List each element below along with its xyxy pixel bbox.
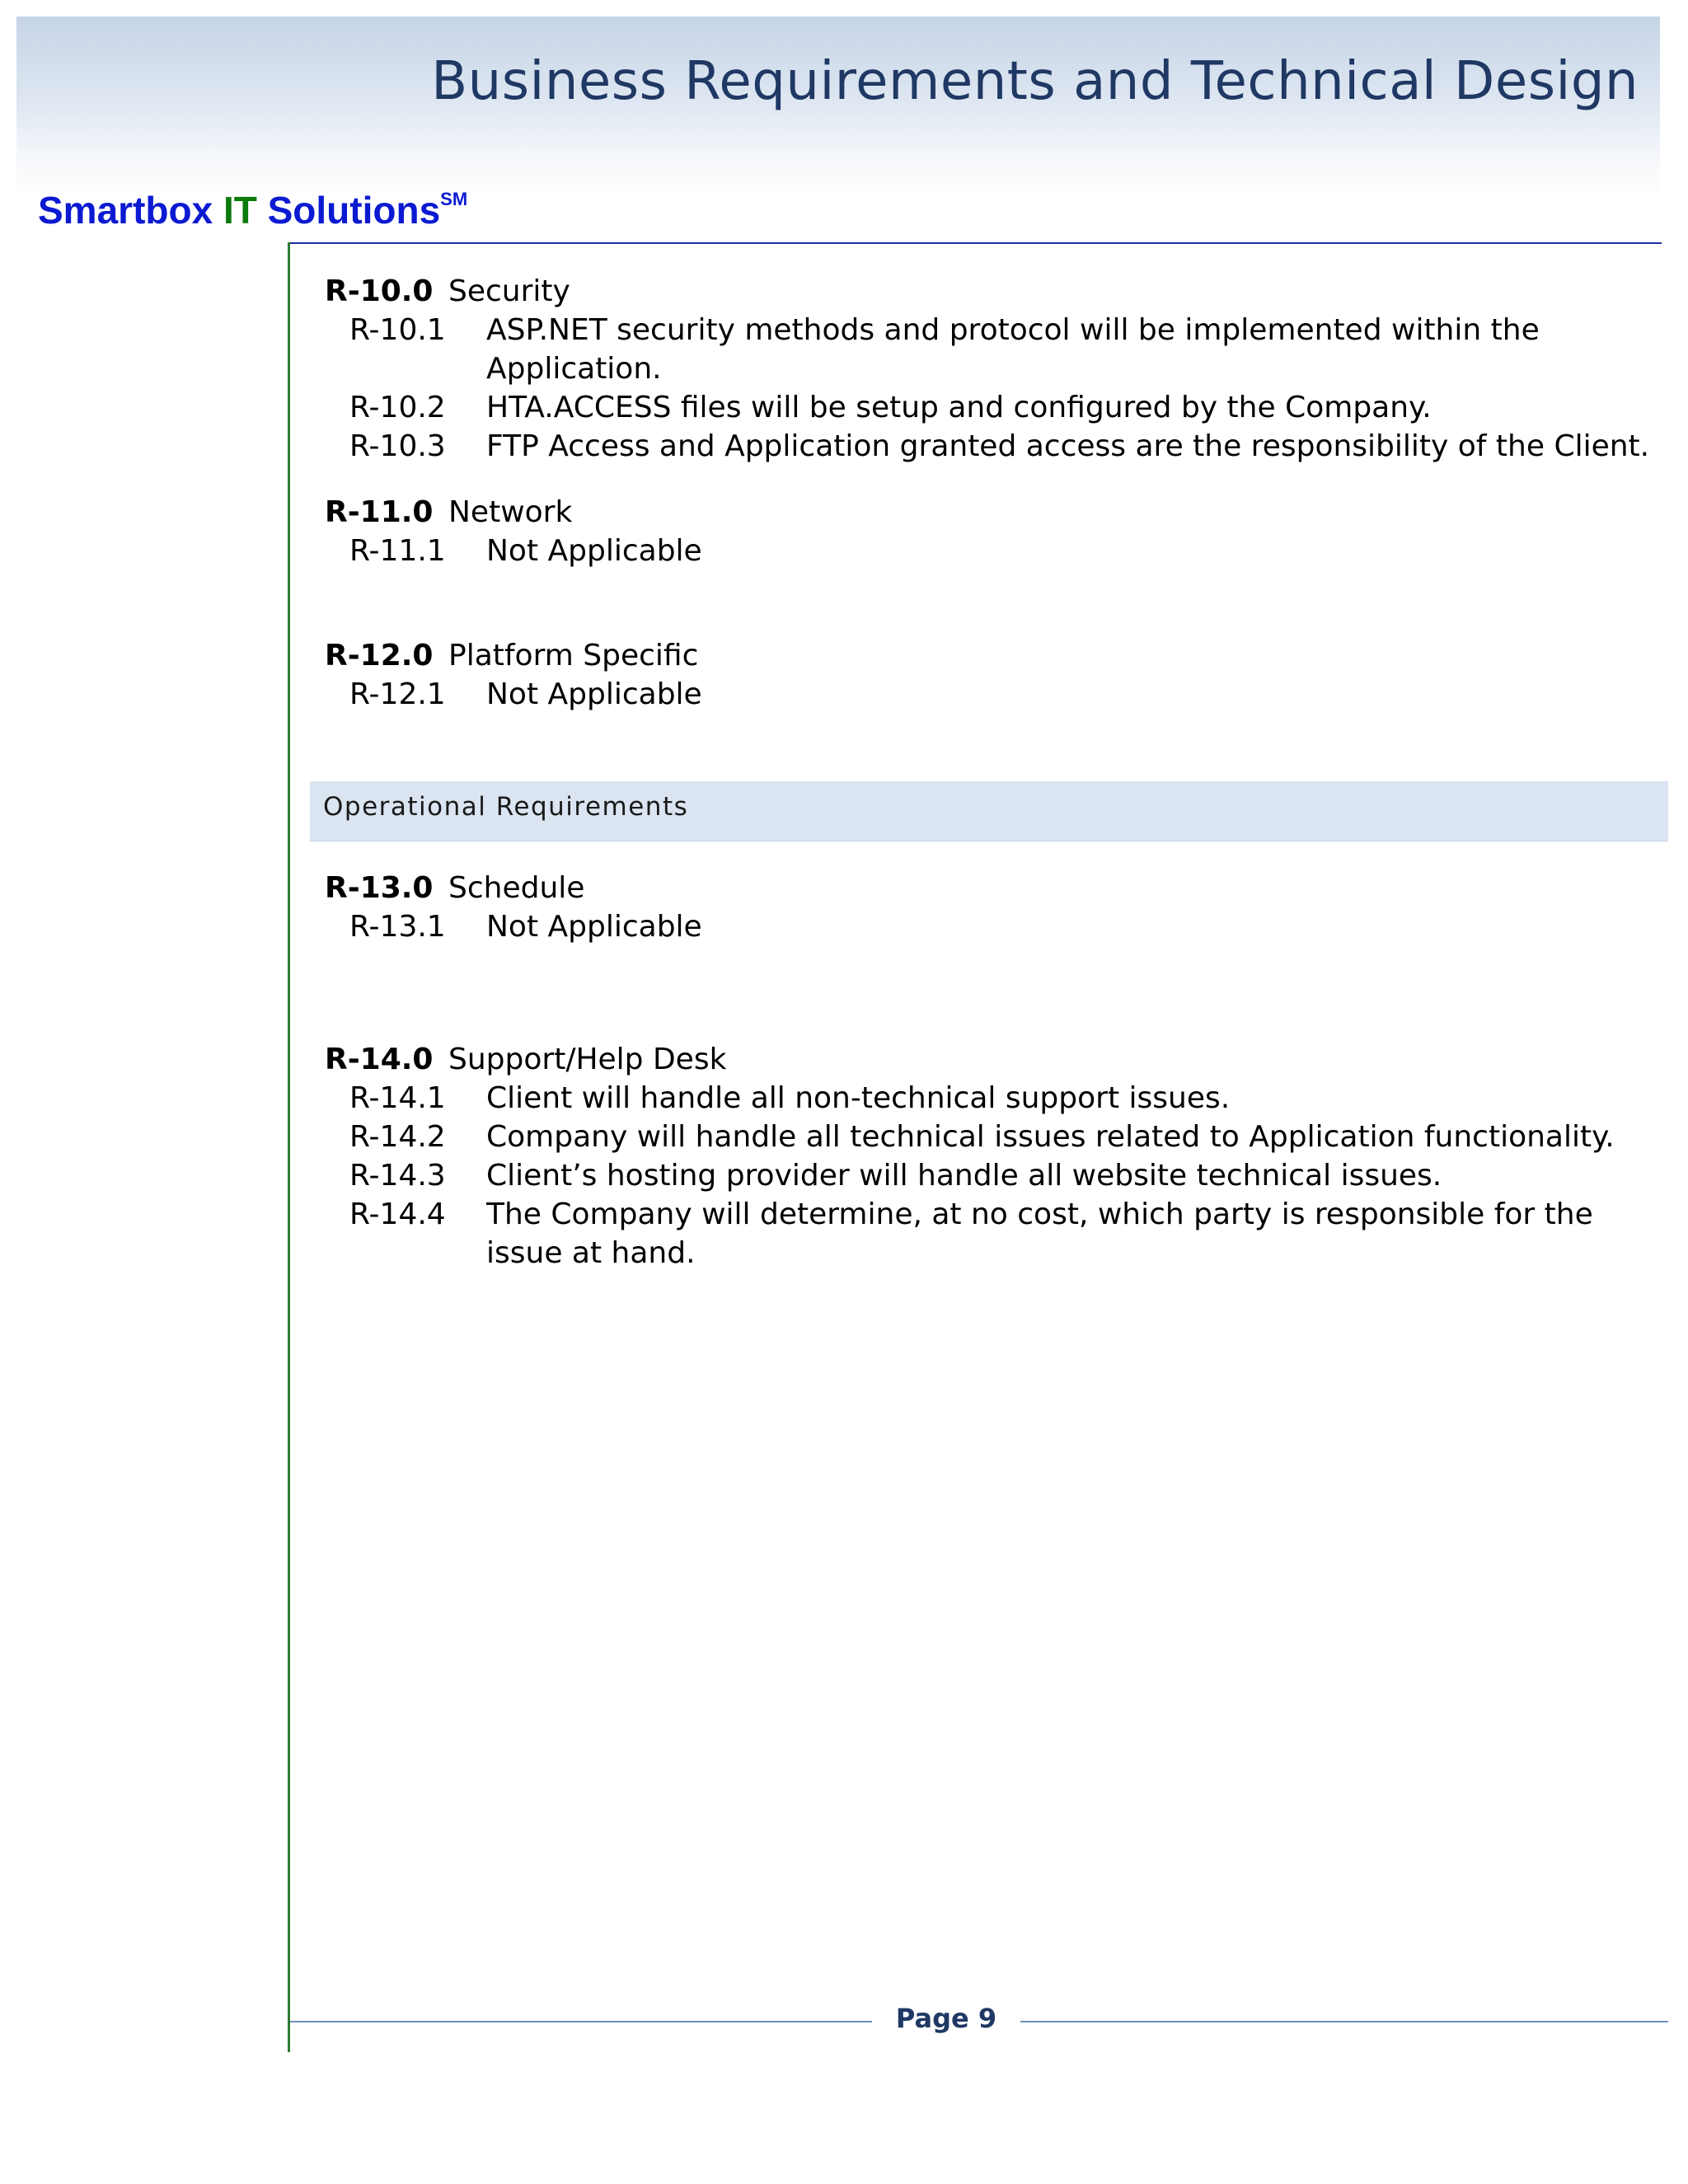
- requirement-code: R-13.0: [325, 871, 434, 905]
- requirement-heading: [325, 272, 1660, 311]
- footer-rule-left: [290, 2021, 872, 2022]
- requirement-heading: [325, 636, 1660, 675]
- item-text: Client will handle all non-technical support issues.: [486, 1081, 1231, 1115]
- margin-rule: [288, 242, 290, 2052]
- header-divider: [288, 242, 1662, 244]
- item-code: R-10.3: [349, 429, 446, 463]
- item-text: Not Applicable: [486, 534, 702, 568]
- section-title: Operational Requirements: [323, 792, 689, 822]
- service-mark: SM: [440, 188, 468, 209]
- requirement-code: R-10.0: [325, 274, 434, 308]
- item-text: ASP.NET security methods and protocol will be implemented within the Application.: [486, 313, 1540, 386]
- item-code: R-10.2: [349, 391, 446, 424]
- item-text: Client’s hosting provider will handle all website technical issues.: [486, 1159, 1442, 1193]
- requirement-r12: [325, 636, 1660, 714]
- requirement-item: [325, 1195, 1660, 1272]
- requirement-item: [325, 388, 1660, 427]
- requirement-heading: [325, 1040, 1660, 1079]
- item-text: Not Applicable: [486, 910, 702, 944]
- item-text: Not Applicable: [486, 677, 702, 711]
- item-text: Company will handle all technical issues related to Application functionality.: [486, 1120, 1615, 1154]
- item-code: R-10.1: [349, 313, 446, 347]
- item-code: R-13.1: [349, 910, 446, 944]
- requirement-title: Support/Help Desk: [448, 1043, 727, 1076]
- brand-smartbox: Smartbox: [38, 189, 223, 232]
- item-code: R-14.1: [349, 1081, 446, 1115]
- requirement-item: [325, 532, 1660, 570]
- item-code: R-11.1: [349, 534, 446, 568]
- brand-it: IT: [223, 189, 257, 232]
- item-text: The Company will determine, at no cost, which party is responsible for the issue at hand.: [486, 1197, 1593, 1270]
- requirement-title: Platform Specific: [448, 639, 699, 673]
- item-text: FTP Access and Application granted access are the responsibility of the Client.: [486, 429, 1650, 463]
- requirement-title: Network: [448, 495, 573, 529]
- requirement-title: Schedule: [448, 871, 585, 905]
- document-title: Business Requirements and Technical Design: [431, 51, 1639, 112]
- requirement-title: Security: [448, 274, 570, 308]
- page-number: Page 9: [895, 2003, 997, 2034]
- item-code: R-14.3: [349, 1159, 446, 1193]
- requirement-code: R-11.0: [325, 495, 434, 529]
- requirement-r11: [325, 493, 1660, 570]
- requirement-item: [325, 907, 1660, 946]
- requirement-code: R-14.0: [325, 1043, 434, 1076]
- section-header-operational: [310, 781, 1668, 841]
- requirement-item: [325, 1118, 1660, 1156]
- requirement-r13: [325, 869, 1660, 946]
- brand-solutions: Solutions: [256, 189, 441, 232]
- company-logo: [38, 188, 467, 232]
- requirement-item: [325, 1079, 1660, 1118]
- item-code: R-14.4: [349, 1197, 446, 1231]
- requirement-heading: [325, 869, 1660, 907]
- item-code: R-12.1: [349, 677, 446, 711]
- requirement-item: [325, 1156, 1660, 1195]
- requirement-heading: [325, 493, 1660, 532]
- item-code: R-14.2: [349, 1120, 446, 1154]
- requirement-item: [325, 311, 1660, 388]
- requirement-r14: [325, 1040, 1660, 1272]
- requirement-r10: [325, 272, 1660, 466]
- requirement-item: [325, 675, 1660, 714]
- item-text: HTA.ACCESS files will be setup and configured by the Company.: [486, 391, 1432, 424]
- requirement-code: R-12.0: [325, 639, 434, 673]
- requirement-item: [325, 427, 1660, 466]
- footer-rule-right: [1020, 2021, 1668, 2022]
